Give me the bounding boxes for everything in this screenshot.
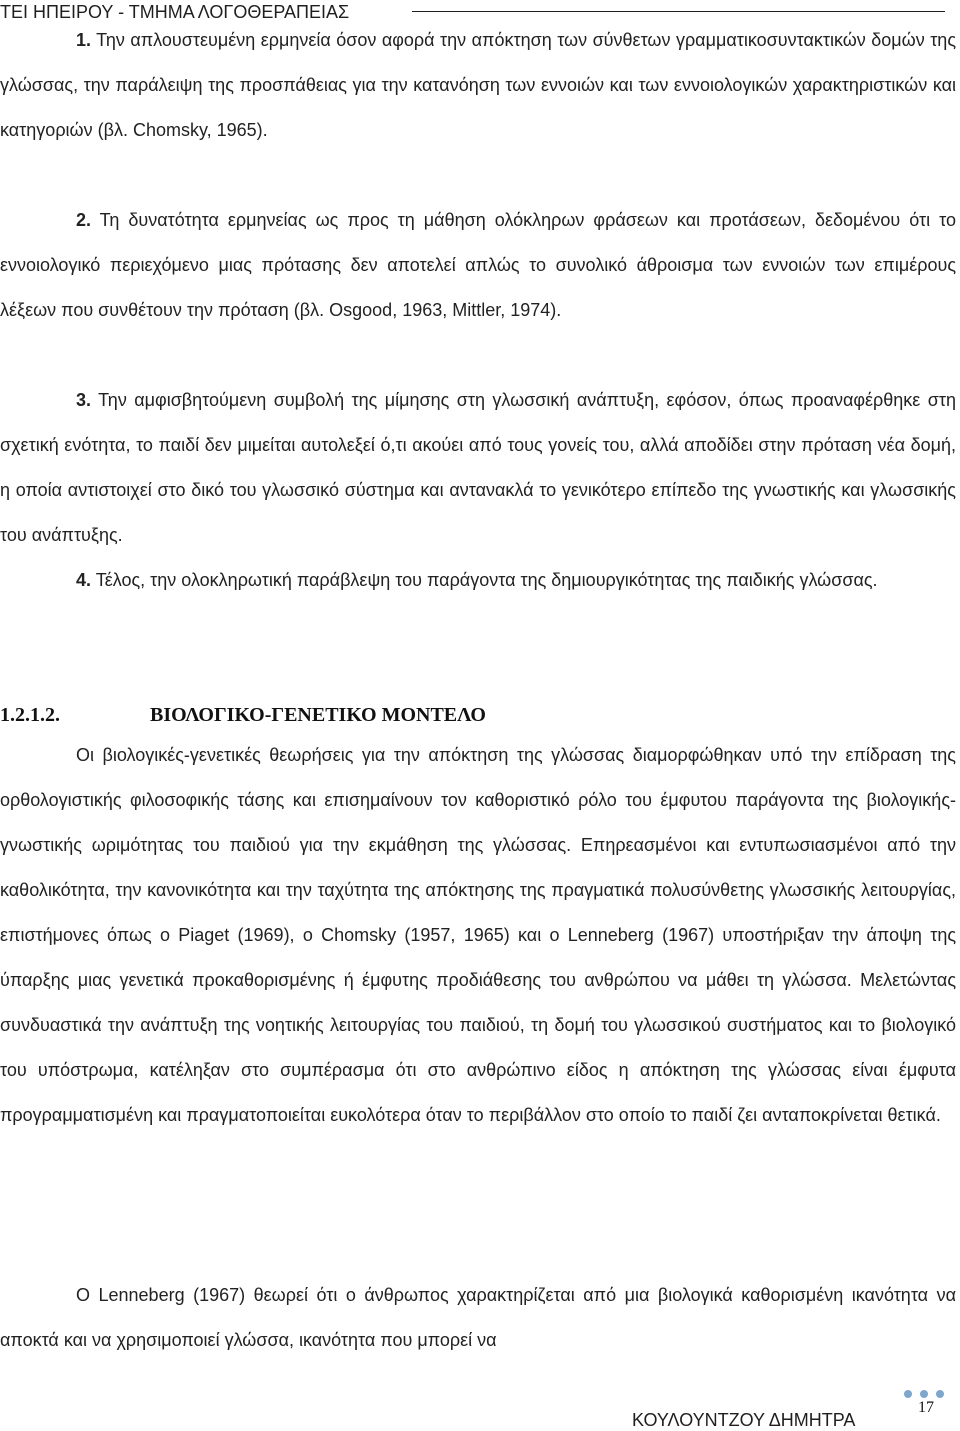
- section-number: 1.2.1.2.: [0, 704, 60, 726]
- list-item-2: [0, 198, 956, 333]
- list-item-text: Τέλος, την ολοκληρωτική παράβλεψη του παράγοντα της δημιουργικότητας της παιδικής γλώσσας.: [91, 570, 878, 590]
- list-item-number: 2.: [76, 210, 92, 230]
- decorative-dot: [904, 1390, 912, 1398]
- list-item-number: 1.: [76, 30, 92, 50]
- list-item-4: [0, 558, 956, 603]
- header-title: ΤΕΙ ΗΠΕΙΡΟΥ - ΤΜΗΜΑ ΛΟΓΟΘΕΡΑΠΕΙΑΣ: [0, 2, 350, 22]
- decorative-dot: [920, 1390, 928, 1398]
- list-item-number: 4.: [76, 570, 92, 590]
- list-item-3: [0, 378, 956, 558]
- body-paragraph-2: Ο Lenneberg (1967) θεωρεί ότι ο άνθρωπος χαρακτηρίζεται από μια βιολογικά καθορισμένη ικανότητα να αποκτά και να χρησιμοποιεί γλώσσα, ικανότητα που μπορεί να: [0, 1285, 956, 1350]
- body-paragraph-1: Οι βιολογικές-γενετικές θεωρήσεις για την απόκτηση της γλώσσας διαμορφώθηκαν υπό την επίδραση της ορθολογιστικής φιλοσοφικής τάσης και επισημαίνουν τον καθοριστικό ρόλο του έμφυτου παράγοντα της βιολογικής-γνωστικής ωριμότητας του παιδιού για την εκμάθηση της γλώσσας. Επηρεασμένοι και εντυπωσιασμένοι από την καθολικότητα, την κανονικότητα και την ταχύτητα της απόκτησης της πραγματικά πολυσύνθετης γλωσσικής λειτουργίας, επιστήμονες όπως ο Piaget (1969), ο Chomsky (1957, 1965) και ο Lenneberg (1967) υποστήριξαν την άποψη της ύπαρξης μιας γενετικά προκαθορισμένης ή έμφυτης προδιάθεσης του ανθρώπου να μάθει τη γλώσσα. Μελετώντας συνδυαστικά την ανάπτυξη της νοητικής λειτουργίας του παιδιού, τη δομή του γλωσσικού συστήματος και το βιολογικό του υπόστρωμα, κατέληξαν στο συμπέρασμα ότι στο ανθρώπινο είδος η απόκτηση της γλώσσας είναι έμφυτα προγραμματισμένη και πραγματοποιείται ευκολότερα όταν το περιβάλλον στο οποίο το παιδί ζει ανταποκρίνεται θετικά.: [0, 745, 956, 1125]
- decorative-dot: [936, 1390, 944, 1398]
- list-item-text: Τη δυνατότητα ερμηνείας ως προς τη μάθηση ολόκληρων φράσεων και προτάσεων, δεδομένου ότι το εννοιολογικό περιεχόμενο μιας πρότασης δεν αποτελεί απλώς το συνολικό άθροισμα των εννοιών των επιμέρους λέξεων που συνθέτουν την πρόταση (βλ. Osgood, 1963, Mittler, 1974).: [0, 210, 956, 320]
- list-item-number: 3.: [76, 390, 92, 410]
- footer-author: ΚΟΥΛΟΥΝΤΖΟΥ ΔΗΜΗΤΡΑ: [632, 1410, 856, 1430]
- list-item-1: [0, 18, 956, 153]
- page-number: 17: [918, 1399, 934, 1416]
- list-item-text: Την αμφισβητούμενη συμβολή της μίμησης στη γλωσσική ανάπτυξη, εφόσον, όπως προαναφέρθηκε στη σχετική ενότητα, το παιδί δεν μιμείται αυτολεξεί ό,τι ακούει από τους γονείς του, αλλά αποδίδει στην πρόταση νέα δομή, η οποία αντιστοιχεί στο δικό του γλωσσικό σύστημα και αντανακλά το γενικότερο επίπεδο της γνωστικής και γλωσσικής του ανάπτυξης.: [0, 390, 956, 545]
- list-item-text: Την απλουστευμένη ερμηνεία όσον αφορά την απόκτηση των σύνθετων γραμματικοσυντακτικών δομών της γλώσσας, την παράλειψη της προσπάθειας για την κατανόηση των εννοιών και των εννοιολογικών χαρακτηριστικών και κατηγοριών (βλ. Chomsky, 1965).: [0, 30, 956, 140]
- header-rule: [412, 11, 945, 12]
- section-title: ΒΙΟΛΟΓΙΚΟ-ΓΕΝΕΤΙΚΟ ΜΟΝΤΕΛΟ: [150, 704, 486, 726]
